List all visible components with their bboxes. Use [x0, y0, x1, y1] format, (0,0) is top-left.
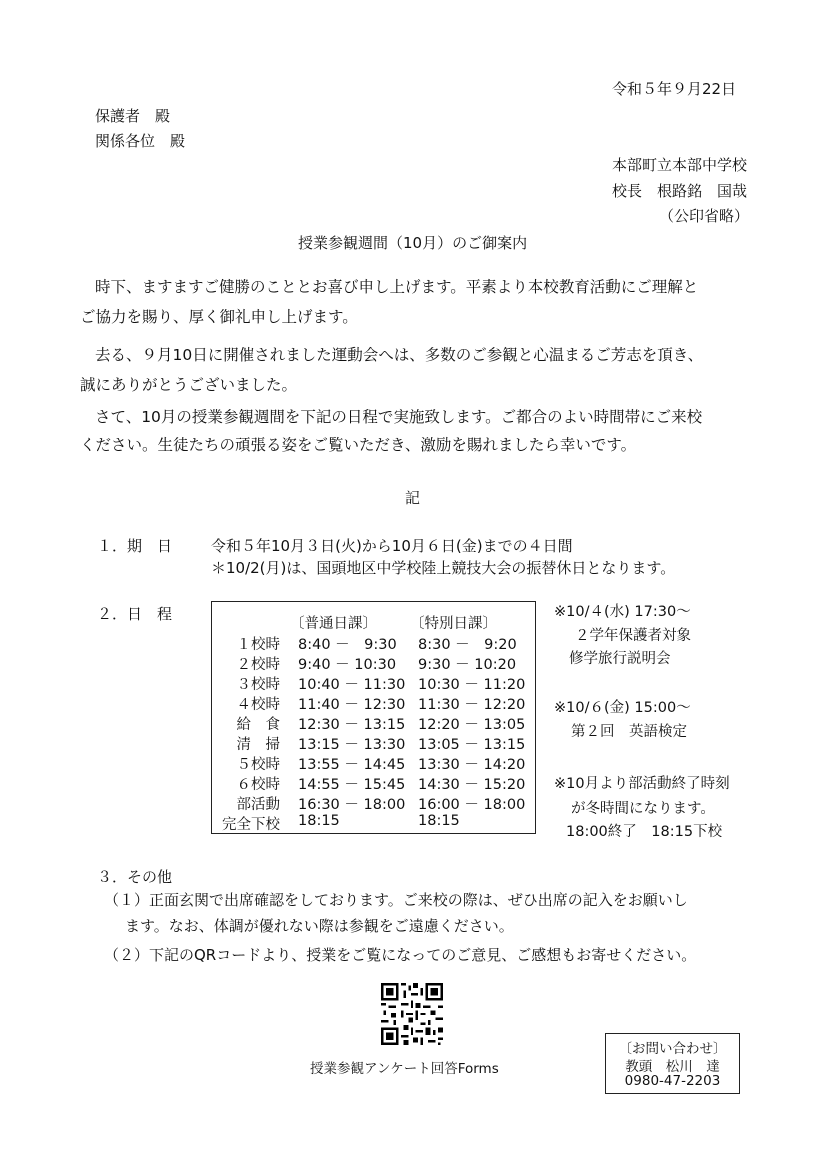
period-name: １校時: [236, 637, 280, 653]
table-row: [212, 673, 535, 693]
body-paragraph-3-line-1: さて、10月の授業参観週間を下記の日程で実施致します。ご都合のよい時間帯にご来校: [95, 408, 703, 426]
note-dismissal-times: 18:00終了 18:15下校: [566, 824, 723, 840]
qr-caption: 授業参観アンケート回答Forms: [310, 1061, 499, 1077]
body-paragraph-1-line-1: 時下、ますますご健勝のこととお喜び申し上げます。平素より本校教育活動にご理解と: [95, 278, 699, 296]
contact-phone: 0980-47-2203: [624, 1073, 721, 1089]
normal-time: 16:30 － 18:00: [298, 797, 406, 813]
section-1-label: １．期 日: [97, 537, 173, 555]
note-trip-briefing-audience: ２学年保護者対象: [575, 628, 691, 644]
section-3-label: ３．その他: [97, 868, 173, 886]
contact-person: 教頭 松川 達: [625, 1059, 720, 1075]
sender-school: 本部町立本部中学校: [611, 156, 747, 174]
sender-principal: 校長 根路銘 国哉: [611, 182, 747, 200]
other-item-2: （２）下記のQRコードより、授業をご覧になってのご意見、ご感想もお寄せください。: [104, 946, 697, 964]
period-name: 給 食: [236, 717, 280, 733]
normal-time: 8:40 － 9:30: [298, 637, 397, 653]
table-row: [212, 633, 535, 653]
special-time: 12:20 － 13:05: [418, 717, 526, 733]
header-special-schedule: 〔特別日課〕: [410, 616, 497, 632]
ki-heading: 記: [405, 489, 421, 507]
table-row: [212, 753, 535, 773]
contact-heading: 〔お問い合わせ〕: [618, 1041, 727, 1057]
header-normal-schedule: 〔普通日課〕: [290, 616, 377, 632]
period-name: 部活動: [236, 797, 280, 813]
body-paragraph-1-line-2: ご協力を賜り、厚く御礼申し上げます。: [80, 308, 358, 326]
schedule-header-row: [212, 612, 535, 632]
note-club-end-time: ※10月より部活動終了時刻: [554, 776, 730, 792]
normal-time: 11:40 － 12:30: [298, 697, 406, 713]
table-row: [212, 813, 535, 833]
substitute-holiday-note: ＊10/2(月)は、国頭地区中学校陸上競技大会の振替休日となります。: [211, 559, 676, 577]
special-time: 16:00 － 18:00: [418, 797, 526, 813]
table-row: [212, 653, 535, 673]
body-paragraph-2-line-2: 誠にありがとうございました。: [80, 376, 298, 394]
body-paragraph-2-line-1: 去る、９月10日に開催されました運動会へは、多数のご参観と心温まるご芳志を頂き、: [95, 346, 704, 364]
recipient-related-parties: 関係各位 殿: [95, 132, 186, 150]
normal-time: 12:30 － 13:15: [298, 717, 406, 733]
letter-date: 令和５年９月22日: [612, 80, 737, 98]
other-item-1-line-1: （１）正面玄関で出席確認をしております。ご来校の際は、ぜひ出席の記入をお願いし: [104, 891, 688, 909]
special-time: 11:30 － 12:20: [418, 697, 526, 713]
special-time: 8:30 － 9:20: [418, 637, 517, 653]
special-time: 13:05 － 13:15: [418, 737, 526, 753]
section-2-label: ２．日 程: [97, 605, 173, 623]
special-time: 18:15: [418, 813, 460, 829]
period-name: ３校時: [236, 677, 280, 693]
survey-qr-code[interactable]: [381, 983, 443, 1045]
seal-omitted-note: （公印省略）: [658, 207, 749, 225]
special-time: 10:30 － 11:20: [418, 677, 526, 693]
normal-time: 14:55 － 15:45: [298, 777, 406, 793]
period-name: ４校時: [236, 697, 280, 713]
special-time: 14:30 － 15:20: [418, 777, 526, 793]
period-dates: 令和５年10月３日(火)から10月６日(金)までの４日間: [211, 537, 573, 555]
period-name: 完全下校: [222, 817, 280, 833]
normal-time: 10:40 － 11:30: [298, 677, 406, 693]
period-name: ２校時: [236, 657, 280, 673]
note-trip-briefing-time: ※10/４(水) 17:30～: [554, 604, 691, 620]
contact-box: [605, 1033, 740, 1094]
table-row: [212, 733, 535, 753]
special-time: 9:30 － 10:20: [418, 657, 517, 673]
table-row: [212, 693, 535, 713]
period-name: 清 掃: [236, 737, 280, 753]
body-paragraph-3-line-2: ください。生徒たちの頑張る姿をご覧いただき、激励を賜れましたら幸いです。: [80, 436, 637, 454]
note-trip-briefing-title: 修学旅行説明会: [569, 651, 671, 667]
special-time: 13:30 － 14:20: [418, 757, 526, 773]
normal-time: 13:15 － 13:30: [298, 737, 406, 753]
note-english-test-title: 第２回 英語検定: [571, 724, 687, 740]
recipient-guardians: 保護者 殿: [95, 107, 171, 125]
note-winter-schedule: が冬時間になります。: [571, 801, 715, 817]
page-title: 授業参観週間（10月）のご御案内: [298, 234, 528, 252]
normal-time: 13:55 － 14:45: [298, 757, 406, 773]
other-item-1-line-2: ます。なお、体調が優れない際は参観をご遠慮ください。: [125, 917, 514, 935]
table-row: [212, 773, 535, 793]
normal-time: 18:15: [298, 813, 340, 829]
normal-time: 9:40 － 10:30: [298, 657, 397, 673]
period-name: ５校時: [236, 757, 280, 773]
table-row: [212, 713, 535, 733]
note-english-test-time: ※10/６(金) 15:00～: [554, 700, 691, 716]
schedule-table: [211, 601, 536, 834]
period-name: ６校時: [236, 777, 280, 793]
table-row: [212, 793, 535, 813]
